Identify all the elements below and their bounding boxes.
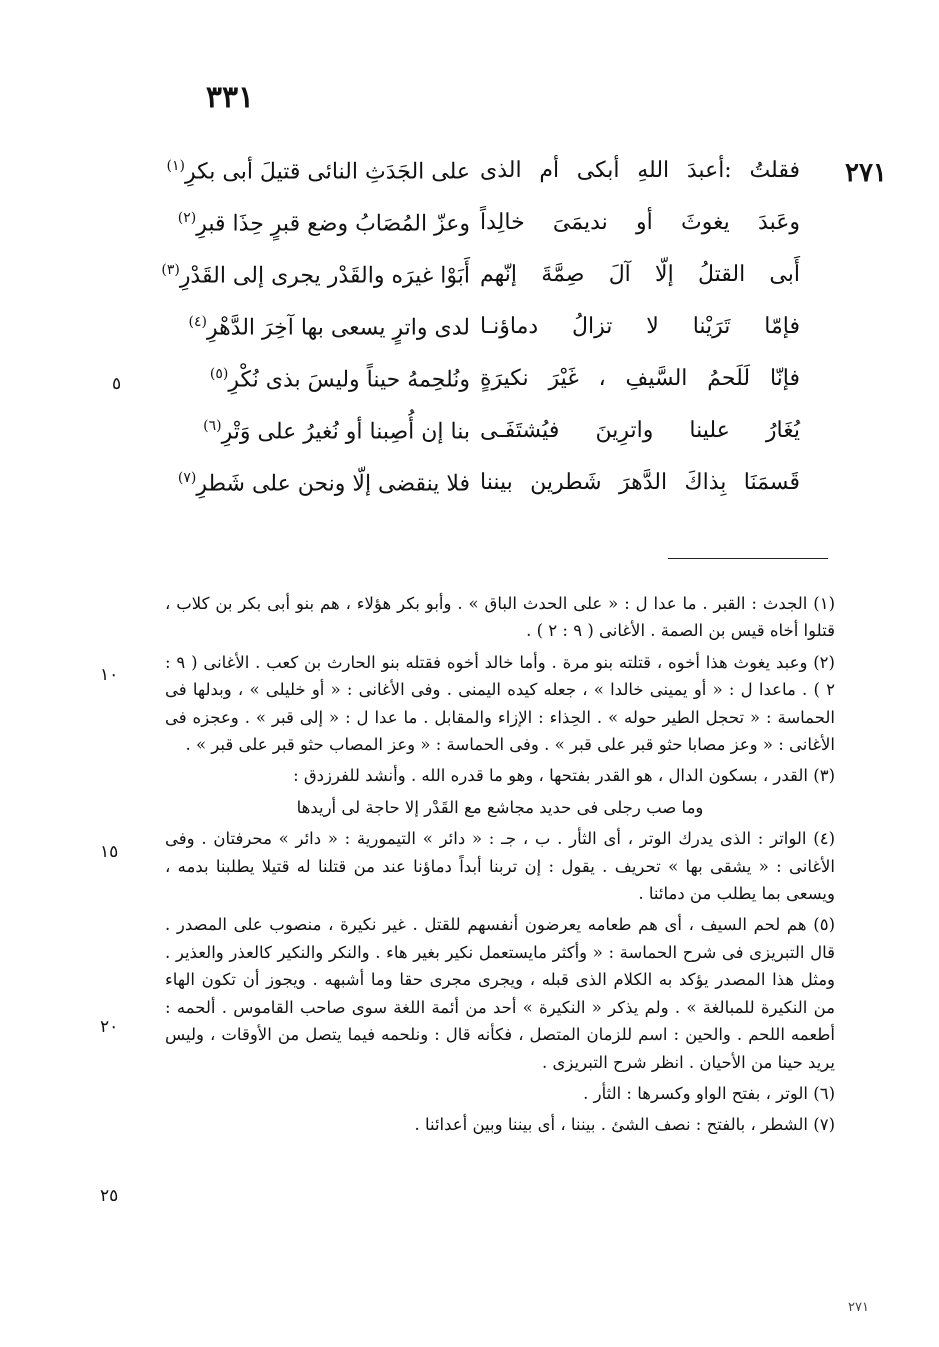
footnote-ref: (١) [166, 158, 185, 174]
page-number: ٣٣١ [205, 80, 255, 115]
verse-second-hemistich [170, 470, 470, 496]
footnote-ref: (٣) [161, 262, 180, 278]
footnote-1: (١) الجدث : القبر . ما عدا ل : « على الحدث الباق » . وأبو بكر هؤلاء ، هم بنو أبى بكر بن كلاب ، قتلوا أخاه قيس بن الصمة . الأغانى ( ٩ : ٢ ) . [165, 594, 835, 641]
verse-line [150, 366, 800, 416]
verse-first-hemistich: وعَبدَ يغوثَ أو نديمَىَ خالِداً [480, 210, 800, 235]
verse-line [150, 470, 800, 520]
footnote-ref: (٥) [209, 366, 229, 382]
footnote-5: (٥) هم لحم السيف ، أى هم طعامه يعرضون أنفسهم للقتل . غير نكيرة ، منصوب على المصدر . قال التبريزى فى شرح الحماسة : « وأكثر مايستعمل نكير بغير هاء . والنكر والنكير كالعذر والعذير . ومثل هذا المصدر يؤكد به الكلام الذى قبله ، ويجرى مجرى حقا وما أشبهه . ويجوز أن تكون الهاء من النكيرة للمبالغة » . ولم يذكر « النكيرة » أحد من أئمة اللغة سوى صاحب القاموس . ألحمه : أطعمه اللحم . والحين : اسم للزمان المتصل ، فكأنه قال : ونلحمه فيما يتصل من الأوقات ، وليس يريد حينا من الأحيان . انظر شرح التبريزى . [165, 915, 835, 1072]
verse-second-text: لدى واترٍ يسعى بها آخِرَ الدَّهْرِ [206, 315, 470, 341]
footnote-3-quote: وما صب رجلى فى حديد مجاشع مع القَدْر إلا حاجة لى أريدها [296, 797, 704, 817]
verse-line [150, 210, 800, 260]
footnote-ref: (٦) [203, 418, 222, 434]
page-signature-mark: ٢٧١ [848, 1300, 869, 1315]
line-number-marker: ٢٥ [100, 1186, 119, 1206]
verse-first-hemistich: يُغَارُ علينا واترِينَ فيُشتَفَـى [480, 418, 800, 443]
verse-second-text: أَبَوْا غيرَه والقَدْر يجرى إلى القَدْرِ [179, 263, 470, 289]
verse-second-hemistich [161, 262, 470, 289]
verse-second-text: فلا ينقضى إلّا ونحن على شَطرِ [196, 471, 470, 497]
verse-first-hemistich: قَسمَنَا بِذاكَ الدَّهرَ شَطرين بيننا [480, 470, 800, 495]
footnote-ref: (٢) [177, 210, 197, 226]
verse-line [150, 418, 800, 468]
footnote-7: (٧) الشطر ، بالفتح : نصف الشئ . بيننا ، أى بيننا وبين أعدائنا . [414, 1115, 835, 1135]
verse-second-hemistich [170, 366, 470, 392]
verse-line [150, 158, 800, 208]
verse-first-hemistich: فإمّا تَرَيْنا لا تزالُ دماؤنـا [480, 314, 800, 339]
verse-line [150, 314, 800, 364]
line-number-marker: ١٥ [100, 842, 119, 862]
footnote-ref: (٤) [188, 314, 207, 330]
footnote-6: (٦) الوتر ، بفتح الواو وكسرها : الثأر . [583, 1083, 835, 1103]
footnote-ref: (٧) [177, 470, 197, 486]
verse-second-hemistich [170, 314, 470, 340]
verse-first-hemistich: فإنّا لَلَحمُ السَّيفِ ، غَيْرَ نكيرَةٍ [480, 366, 800, 391]
footnote-separator [668, 558, 828, 559]
line-number-marker: ٥ [112, 374, 122, 394]
verse-second-hemistich [170, 418, 470, 444]
verse-first-hemistich: أَبى القتلُ إلّا آلَ صِمَّةَ إنّهم [480, 262, 800, 287]
verse-second-hemistich [170, 210, 470, 236]
verse-second-text: وعزّ المُصَابُ وضع قبرٍ حِذَا قبرِ [196, 211, 470, 237]
verse-second-text: على الجَدَثِ النائى قتيلَ أبى بكرِ [184, 159, 470, 185]
verse-first-hemistich: فقلتُ :أعبدَ اللهِ أبكى أم الذى [480, 158, 800, 183]
line-number-marker: ٢٠ [100, 1017, 119, 1037]
footnote-2: (٢) وعبد يغوث هذا أخوه ، قتلته بنو مرة . وأما خالد أخوه فقتله بنو الحارث بن كعب . الأغانى ( ٩ : ٢ ) . ماعدا ل : « أو يمينى خالدا » ، جعله كيده اليمنى . وفى الأغانى : « أو خليلى » ، وبدلها فى الحماسة : « تحجل الطير حوله » . الحِذاء : الإزاء والمقابل . ما عدا ل : « إلى قبر » . وعجزه فى الأغانى : « وعز مصابا حثو قبر على قبر » . وفى الحماسة : « وعز المصاب حثو قبر على قبر » . [165, 652, 835, 755]
footnotes [165, 590, 835, 1143]
footnote-3: (٣) القدر ، بسكون الدال ، هو القدر بفتحها ، وهو ما قدره الله . وأنشد للفرزدق : [293, 766, 835, 786]
verse-second-hemistich [166, 158, 470, 185]
line-number-marker: ١٠ [100, 665, 119, 685]
verse-second-text: ونُلحِمهُ حيناً وليسَ بذى نُكْرِ [228, 367, 470, 393]
poem-number: ٢٧١ [845, 158, 887, 188]
footnote-4: (٤) الواتر : الذى يدرك الوتر ، أى الثأر . ب ، جـ : « دائر » التيمورية : « دائر » محرفتان . وفى الأغانى : « يشقى بها » تحريف . يقول : إن تربنا أبداً دماؤنا عند من قتلنا له قتيلا يطلبنا بدمه ، ويسعى بما يطلب من دمائنا . [165, 829, 835, 904]
verse-second-text: بنا إن أُصِبنا أو نُغيرُ على وَتْرِ [221, 419, 470, 445]
verse-line [150, 262, 800, 312]
